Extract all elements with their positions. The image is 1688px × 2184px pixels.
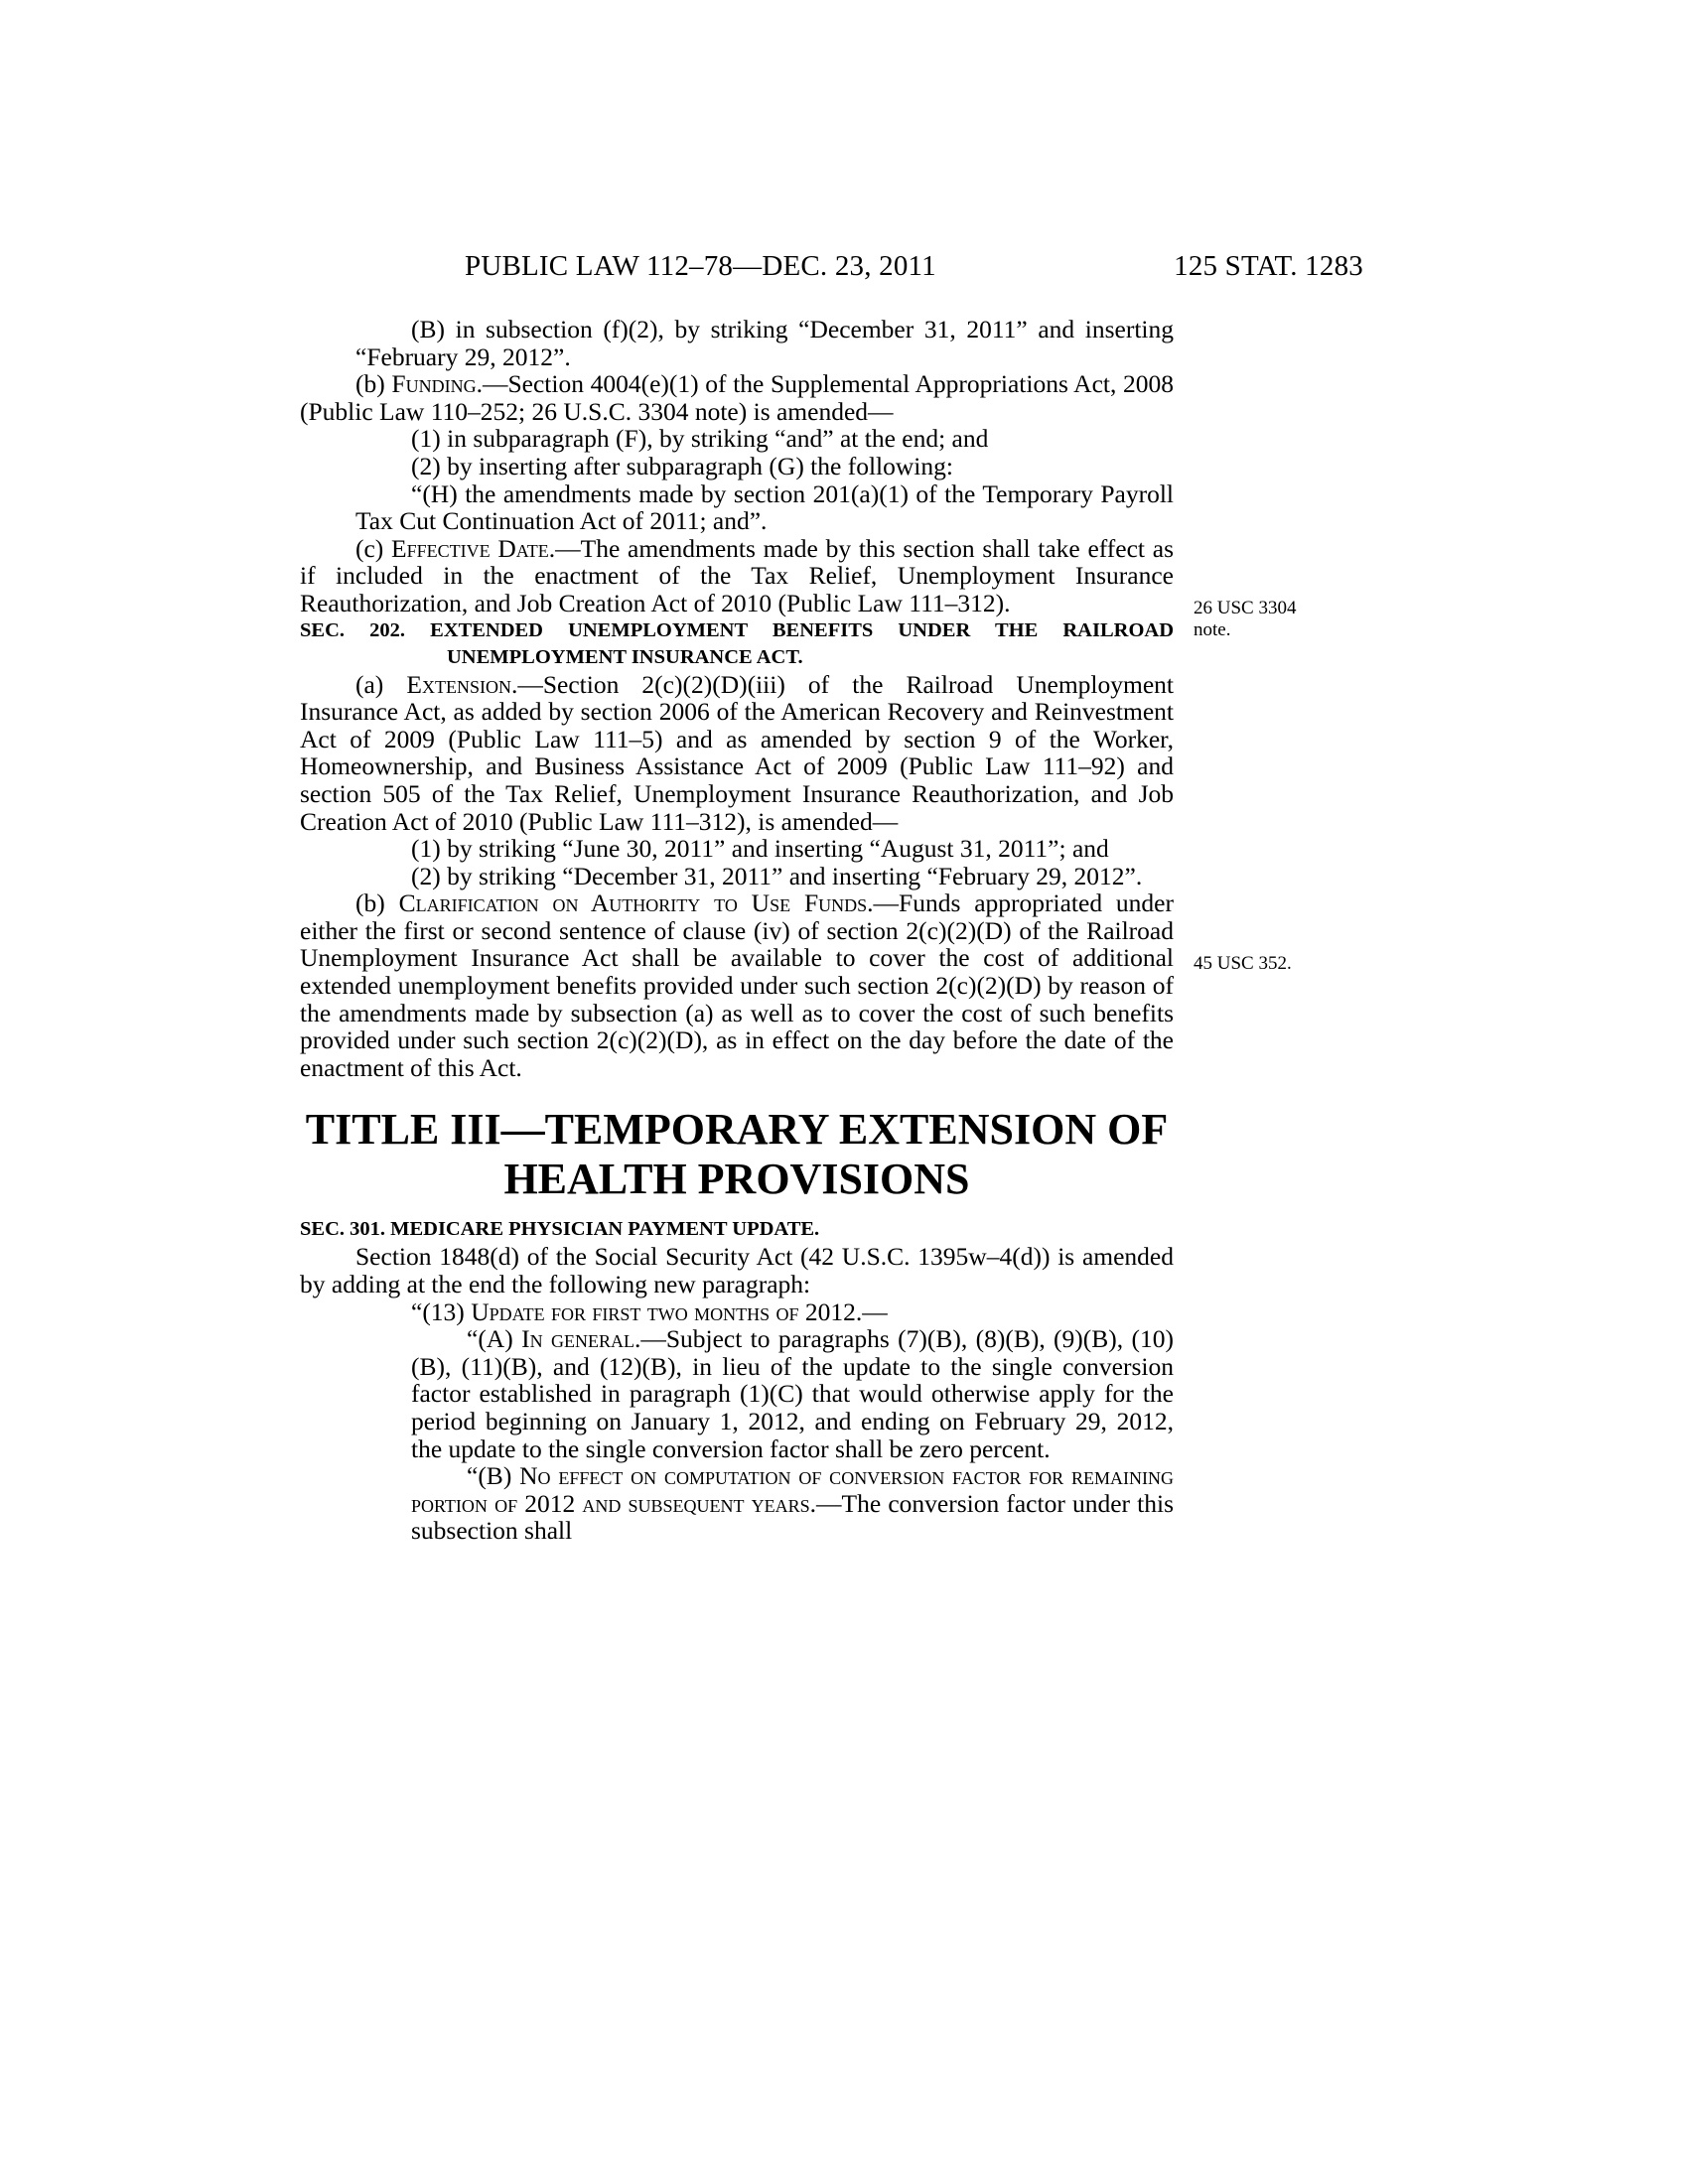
title-iii-line2: HEALTH PROVISIONS [503, 1155, 970, 1204]
paragraph-301-13-b [300, 1462, 1174, 1545]
sec301-13-prefix: “(13) [411, 1297, 472, 1326]
funding-label: Funding [391, 369, 477, 399]
sec301-a-text: .—Subject to paragraphs (7)(B), (8)(B), (9)(B), (10)(B), (11)(B), and (12)(B), in lieu of the update to the single conversion factor established in paragraph (1)(C) that would otherwise apply for the period beginning on January 1, 2012, and ending on February 29, 2012, the update to the single conversion factor shall be zero percent. [411, 1324, 1175, 1463]
paragraph-202-b [300, 889, 1174, 1081]
sec301-13-suffix: .— [855, 1297, 888, 1326]
paragraph-202-a-1: (1) by striking “June 30, 2011” and inserting “August 31, 2011”; and [411, 834, 1109, 864]
section-301-heading: SEC. 301. MEDICARE PHYSICIAN PAYMENT UPDATE. [300, 1218, 820, 1241]
margin-note-26-usc [1194, 598, 1296, 641]
running-header-stat: 125 STAT. 1283 [1174, 250, 1363, 282]
sec301-a-label: In general [521, 1324, 634, 1354]
funding-text: .—Section 4004(e)(1) of the Supplemental Appropriations Act, 2008 (Public Law 110–252; 26 U.S.C. 3304 note) is amended— [300, 369, 1175, 426]
paragraph-funding [300, 370, 1174, 425]
paragraph-301-13-a [300, 1325, 1174, 1462]
paragraph-202-a-2: (2) by striking “December 31, 2011” and inserting “February 29, 2012”. [411, 861, 1143, 890]
sec202-b-text: .—Funds appropriated under either the first or second sentence of clause (iv) of section 2(c)(2)(D) of the Railroad Unemployment Insurance Act shall be available to cover the cost of additional extended unemployment benefits provided under such section 2(c)(2)(D) by reason of the amendments made by subsection (a) as well as to cover the cost of such benefits provided under such section 2(c)(2)(D), as in effect on the day before the date of the enactment of this Act. [300, 888, 1174, 1082]
title-iii-heading [300, 1105, 1174, 1204]
paragraph-202-a [300, 671, 1174, 836]
effective-prefix: (c) [355, 533, 392, 563]
paragraph-subpara-b: (B) in subsection (f)(2), by striking “December 31, 2011” and inserting “February 29, 2012”. [355, 315, 1174, 371]
margin-note-26-usc-line2: note. [1194, 619, 1231, 640]
paragraph-funding-1: (1) in subparagraph (F), by striking “and” at the end; and [411, 424, 989, 454]
sec301-b-text: .—The conversion factor under this subsection shall [411, 1488, 1175, 1546]
paragraph-301-13 [300, 1298, 1174, 1326]
paragraph-301-intro: Section 1848(d) of the Social Security Act (42 U.S.C. 1395w–4(d)) is amended by adding at the end the following new paragraph: [300, 1242, 1174, 1299]
effective-text: .—The amendments made by this section shall take effect as if included in the enactment of the Tax Relief, Unemployment Insurance Reauthorization, and Job Creation Act of 2010 (Public Law 111–312). [300, 533, 1174, 617]
effective-label: Effective Date [391, 533, 549, 563]
sec202-b-label: Clarification on Authority to Use Funds [398, 888, 868, 918]
margin-note-45-usc: 45 USC 352. [1194, 953, 1292, 974]
paragraph-effective-date [300, 535, 1174, 617]
document-body [300, 316, 1174, 1545]
section-202-heading: SEC. 202. EXTENDED UNEMPLOYMENT BENEFITS UNDER THE RAILROAD UNEMPLOYMENT INSURANCE ACT. [300, 618, 1174, 668]
sec202-b-prefix: (b) [355, 888, 399, 918]
paragraph-funding-2: (2) by inserting after subparagraph (G) the following: [411, 451, 953, 480]
sec202-a-text: .—Section 2(c)(2)(D)(iii) of the Railroad Unemployment Insurance Act, as added by section 2006 of the American Recovery and Reinvestment Act of 2009 (Public Law 111–5) and as amended by section 9 of the Worker, Homeownership, and Business Assistance Act of 2009 (Public Law 111–92) and section 505 of the Tax Relief, Unemployment Insurance Reauthorization, and Job Creation Act of 2010 (Public Law 111–312), is amended— [300, 669, 1174, 836]
sec301-b-prefix: “(B) [467, 1461, 520, 1491]
sec202-a-label: Extension [406, 669, 511, 699]
title-iii-line1: TITLE III—TEMPORARY EXTENSION OF [305, 1105, 1169, 1155]
sec301-13-label: Update for first two months of 2012 [471, 1297, 856, 1326]
paragraph-funding-h: “(H) the amendments made by section 201(a)(1) of the Temporary Payroll Tax Cut Continuation Act of 2011; and”. [355, 478, 1174, 536]
sec301-a-prefix: “(A) [467, 1324, 522, 1354]
running-header-law: PUBLIC LAW 112–78—DEC. 23, 2011 [465, 250, 936, 282]
funding-prefix: (b) [355, 369, 392, 399]
margin-note-26-usc-line1: 26 USC 3304 [1194, 598, 1297, 618]
sec301-b-label: No effect on computation of conversion factor for remaining portion of 2012 and subsequent years [411, 1461, 1174, 1518]
sec202-a-prefix: (a) [355, 669, 407, 699]
